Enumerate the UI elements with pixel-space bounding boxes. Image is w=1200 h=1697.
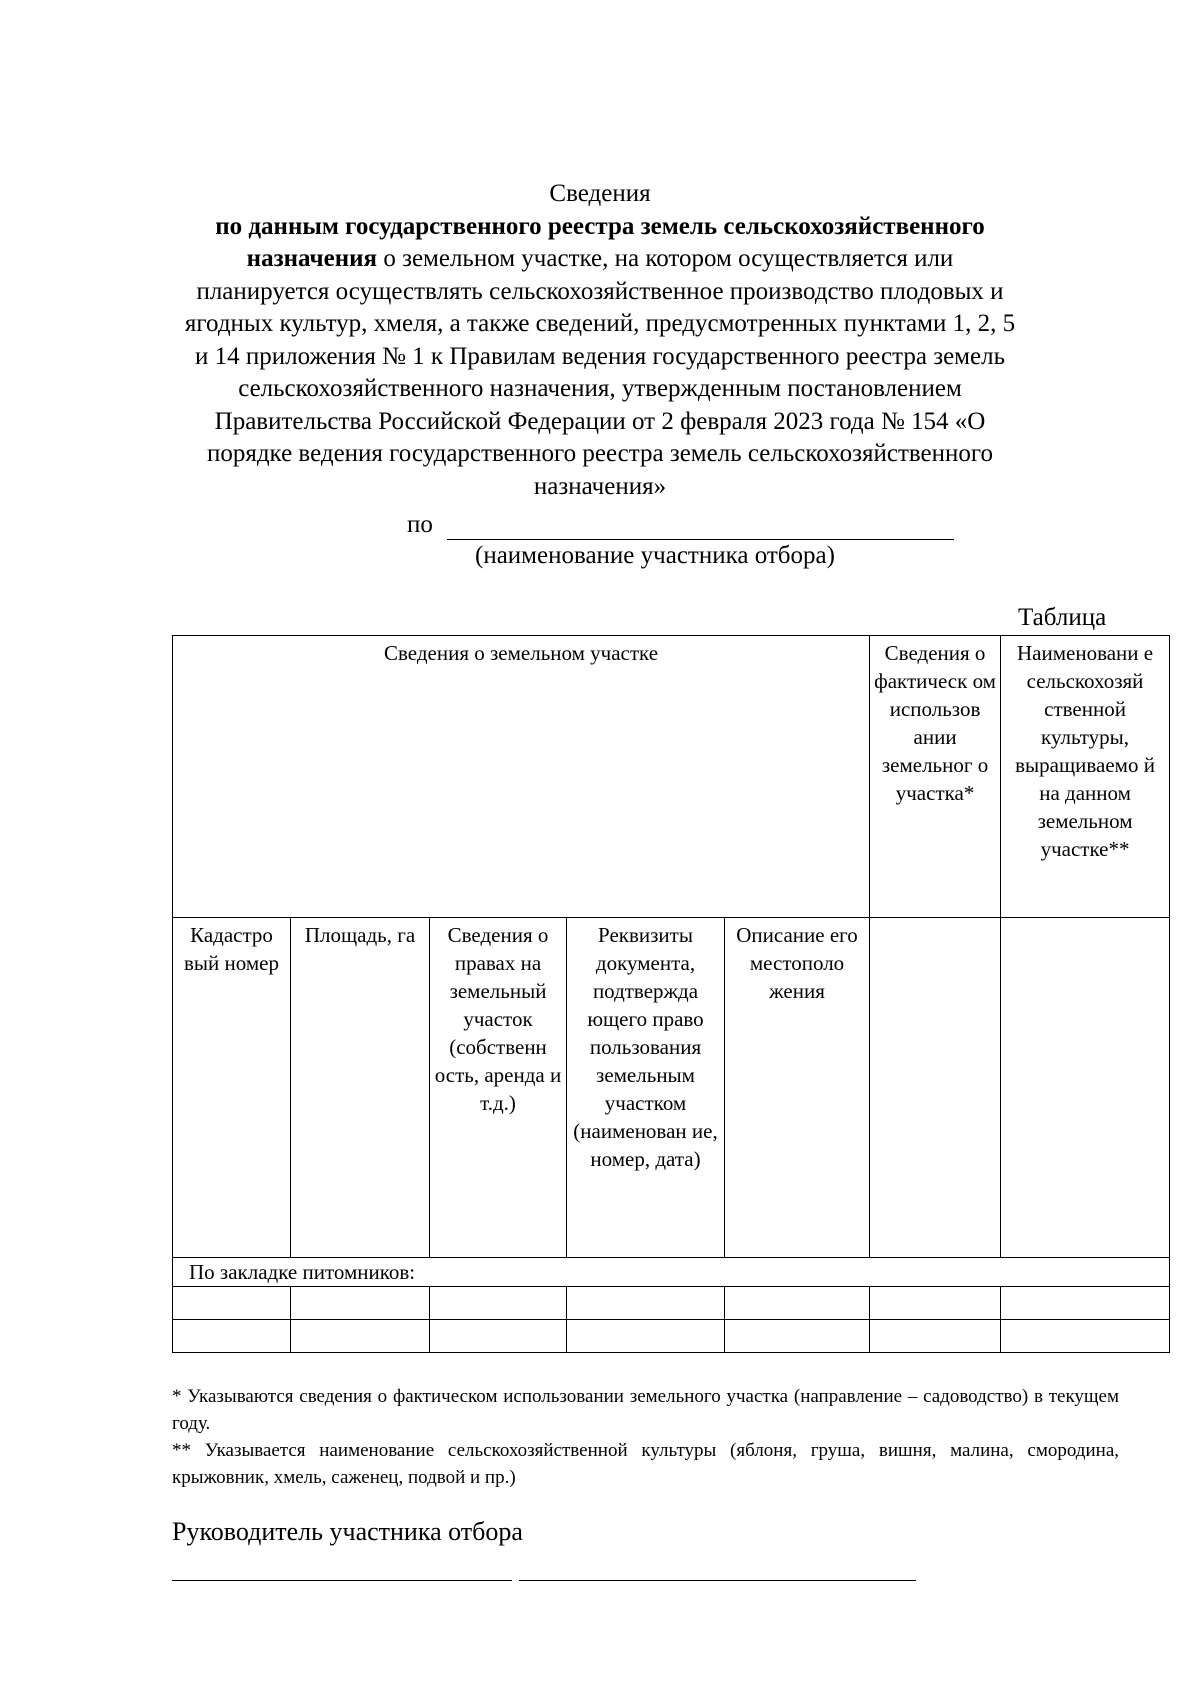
col-header-area: Площадь, га (291, 918, 430, 1258)
group-header-land-plot: Сведения о земельном участке (173, 636, 870, 918)
document-title: Сведения (549, 180, 651, 207)
po-label: по (407, 511, 433, 538)
table-cell[interactable] (725, 1320, 870, 1353)
participant-caption: (наименование участника отбора) (475, 542, 835, 569)
empty-cell (1001, 918, 1170, 1258)
table-cell[interactable] (725, 1287, 870, 1320)
title-line-5: и 14 приложения № 1 к Правилам ведения государственного реестра земель (195, 342, 1005, 370)
table-cell[interactable] (291, 1287, 430, 1320)
table-caption: Таблица (1018, 604, 1107, 631)
col-header-rights: Сведения о правах на земельный участок (собственн ость, аренда и т.д.) (430, 918, 567, 1258)
title-line-6: сельскохозяйственного назначения, утвержденным постановлением (238, 375, 962, 402)
signer-name-line[interactable] (519, 1580, 916, 1581)
title-bold-line-1: по данным государственного реестра земель сельскохозяйственного (215, 212, 985, 240)
table-cell[interactable] (430, 1320, 567, 1353)
title-bold-line-2: назначения (246, 245, 378, 272)
table-cell[interactable] (870, 1320, 1001, 1353)
table-cell[interactable] (430, 1287, 567, 1320)
col-header-document: Реквизиты документа, подтвержда ющего право пользования земельным участком (наименован ие, номер, дата) (567, 918, 725, 1258)
footnote-2: ** Указывается наименование сельскохозяйственной культуры (яблоня, груша, вишня, малина, смородина, крыжовник, хмель, саженец, подвой и пр.) (172, 1440, 1119, 1488)
col-header-actual-use: Сведения о фактическ ом использов ании земельног о участка* (870, 636, 1001, 918)
title-line-3: планируется осуществлять сельскохозяйственное производство плодовых и (196, 277, 1004, 305)
participant-name-line[interactable] (447, 539, 954, 540)
empty-cell (870, 918, 1001, 1258)
footnote-1: * Указываются сведения о фактическом использовании земельного участка (направление – садоводство) в текущем году. (172, 1386, 1119, 1434)
table-cell[interactable] (1001, 1287, 1170, 1320)
document-title-block (150, 178, 1050, 503)
col-header-location: Описание его местополо жения (725, 918, 870, 1258)
table-cell[interactable] (173, 1287, 291, 1320)
col-header-cadastral: Кадастро вый номер (173, 918, 291, 1258)
signer-label: Руководитель участника отбора (172, 1517, 523, 1546)
land-plot-table (172, 635, 1170, 1353)
col-header-crop-name: Наименовани е сельскохозяй ственной культуры, выращиваемо й на данном земельном участке** (1001, 636, 1170, 918)
section-nurseries: По закладке питомников: (173, 1258, 1170, 1287)
table-cell[interactable] (870, 1287, 1001, 1320)
table-cell[interactable] (567, 1287, 725, 1320)
title-line-8: порядке ведения государственного реестра земель сельскохозяйственного (206, 440, 994, 467)
title-line-9: назначения» (533, 472, 667, 500)
footnotes (172, 1383, 1119, 1491)
title-line-4: ягодных культур, хмеля, а также сведений, предусмотренных пунктами 1, 2, 5 (184, 310, 1016, 337)
table-cell[interactable] (291, 1320, 430, 1353)
table-cell[interactable] (567, 1320, 725, 1353)
table-cell[interactable] (173, 1320, 291, 1353)
table-cell[interactable] (1001, 1320, 1170, 1353)
title-line-7: Правительства Российской Федерации от 2 февраля 2023 года № 154 «О (214, 407, 986, 435)
signature-line[interactable] (172, 1580, 512, 1581)
title-line-2-rest: о земельном участке, на котором осуществляется или (377, 245, 954, 272)
